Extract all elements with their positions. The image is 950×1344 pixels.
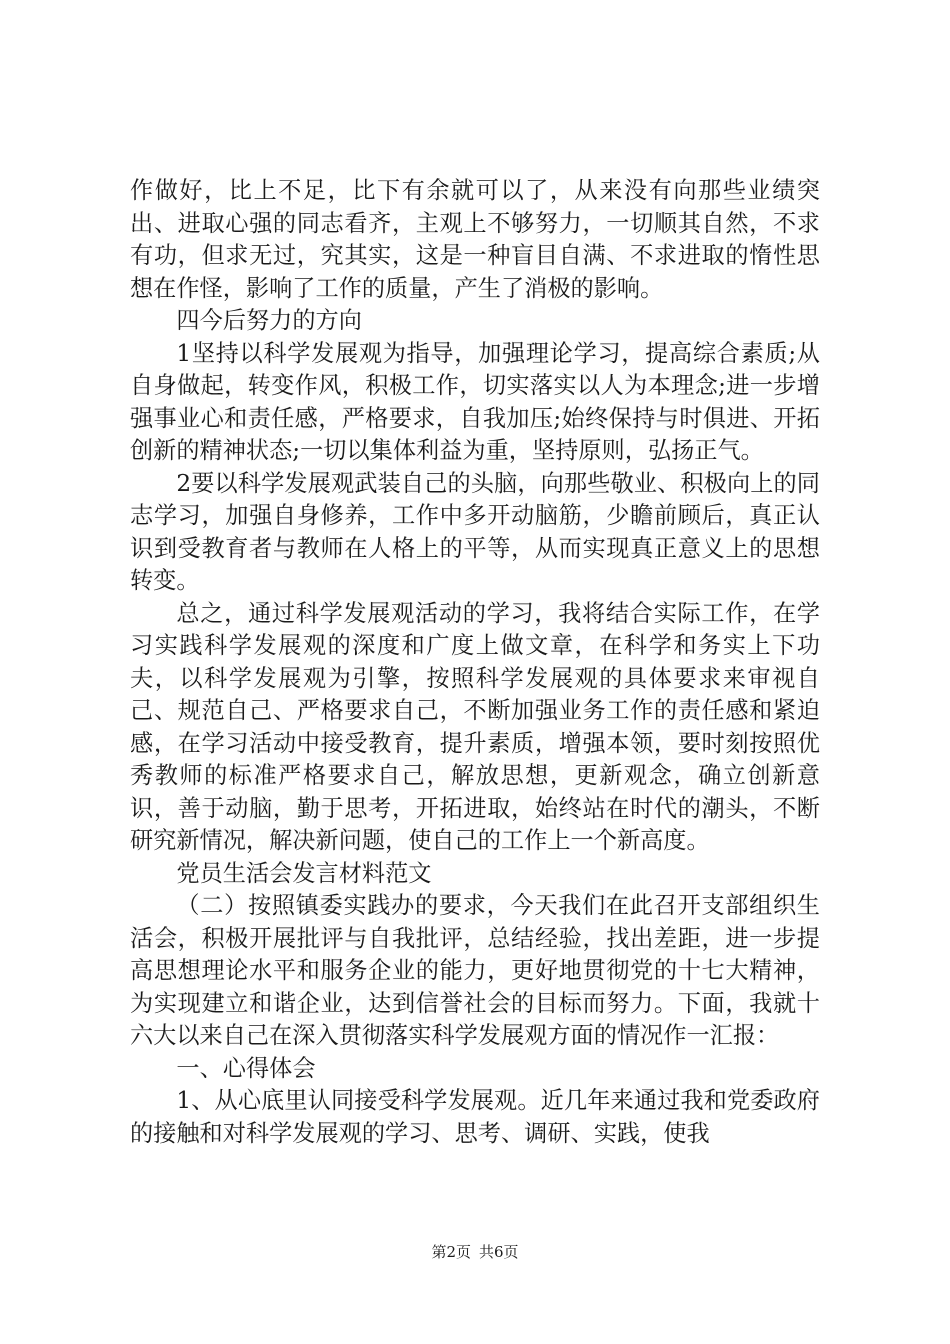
paragraph-intro: （二）按照镇委实践办的要求，今天我们在此召开支部组织生活会，积极开展批评与自我批评，总结经验，找出差距，进一步提高思想理论水平和服务企业的能力，更好地贯彻党的十七大精神，为实现建立和谐企业，达到信誉社会的目标而努力。下面，我就十六大以来自己在深入贯彻落实科学发展观方面的情况作一汇报：	[130, 892, 820, 1049]
paragraph-point-1: 1坚持以科学发展观为指导，加强理论学习，提高综合素质;从自身做起，转变作风，积极工作，切实落实以人为本理念;进一步增强事业心和责任感，严格要求，自我加压;始终保持与时俱进、开拓创新的精神状态;一切以集体利益为重，坚持原则，弘扬正气。	[130, 339, 820, 464]
page-number: 第2页	[431, 1243, 471, 1261]
paragraph-experience-1: 1、从心底里认同接受科学发展观。近几年来通过我和党委政府的接触和对科学发展观的学习、思考、调研、实践，使我	[130, 1087, 820, 1147]
page-footer	[0, 1242, 950, 1262]
document-body	[130, 175, 820, 1150]
section-heading-sample-title: 党员生活会发言材料范文	[176, 859, 432, 887]
paragraph-continued-text: 作做好，比上不足，比下有余就可以了，从来没有向那些业绩突出、进取心强的同志看齐，主观上不够努力，一切顺其自然，不求有功，但求无过，究其实，这是一种盲目自满、不求进取的惰性思想在作怪，影响了工作的质量，产生了消极的影响。	[130, 177, 820, 302]
section-heading-future-direction: 四今后努力的方向	[176, 307, 362, 334]
section-heading-experience: 一、心得体会	[176, 1054, 316, 1082]
page-total: 共6页	[479, 1243, 519, 1261]
paragraph-point-2: 2要以科学发展观武装自己的头脑，向那些敬业、积极向上的同志学习，加强自身修养，工作中多开动脑筋，少瞻前顾后，真正认识到受教育者与教师在人格上的平等，从而实现真正意义上的思想转变。	[130, 469, 820, 594]
paragraph-summary: 总之，通过科学发展观活动的学习，我将结合实际工作，在学习实践科学发展观的深度和广度上做文章，在科学和务实上下功夫，以科学发展观为引擎，按照科学发展观的具体要求来审视自己、规范自己、严格要求自己，不断加强业务工作的责任感和紧迫感，在学习活动中接受教育，提升素质，增强本领，要时刻按照优秀教师的标准严格要求自己，解放思想，更新观念，确立创新意识，善于动脑，勤于思考，开拓进取，始终站在时代的潮头，不断研究新情况，解决新问题，使自己的工作上一个新高度。	[130, 599, 820, 854]
